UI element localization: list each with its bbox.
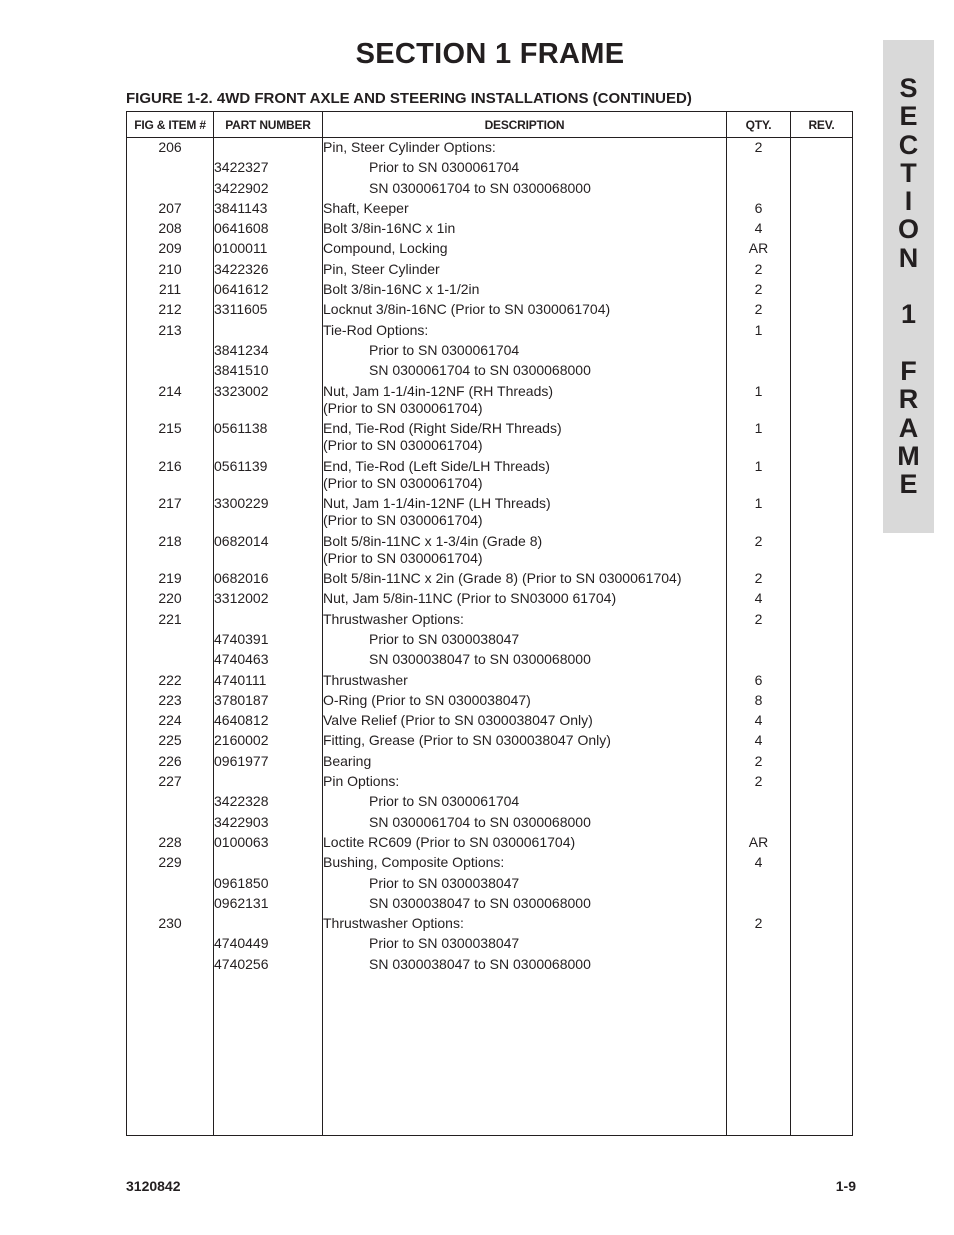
qty-cell [727, 814, 791, 834]
qty-cell: 1 [727, 495, 791, 533]
empty-cell [791, 976, 853, 1136]
side-tab-letter: S [899, 73, 918, 103]
qty-cell: 1 [727, 383, 791, 421]
qty-cell [727, 159, 791, 179]
table-row [127, 138, 853, 160]
qty-cell [727, 362, 791, 382]
col-header-rev: REV. [791, 112, 853, 138]
item-number-cell: 218 [127, 533, 214, 571]
qty-cell: 4 [727, 854, 791, 874]
rev-cell [791, 753, 853, 773]
qty-cell: 4 [727, 220, 791, 240]
table-row [127, 915, 853, 935]
side-tab-letter: N [898, 242, 919, 273]
rev-cell [791, 915, 853, 935]
qty-cell: 6 [727, 672, 791, 692]
qty-cell [727, 180, 791, 200]
item-number-cell: 217 [127, 495, 214, 533]
qty-cell: 1 [727, 322, 791, 342]
empty-cell [127, 976, 214, 1136]
table-row [127, 590, 853, 610]
rev-cell [791, 956, 853, 976]
description-text: Pin Options: [323, 773, 400, 790]
rev-cell [791, 495, 853, 533]
rev-cell [791, 814, 853, 834]
part-number-cell: 3300229 [214, 495, 323, 533]
table-row [127, 773, 853, 793]
rev-cell [791, 533, 853, 571]
description-text: SN 0300061704 to SN 0300068000 [369, 179, 591, 196]
rev-cell [791, 159, 853, 179]
description-text: Bolt 3/8in-16NC x 1in [323, 220, 456, 237]
description-text: Pin, Steer Cylinder [323, 260, 440, 277]
parts-table-body [127, 138, 853, 1136]
empty-cell [214, 976, 323, 1136]
description-cell [323, 834, 727, 854]
table-row [127, 956, 853, 976]
item-number-cell: 230 [127, 915, 214, 935]
empty-cell [323, 976, 727, 1136]
description-text-continued: (Prior to SN 0300061704) [323, 399, 483, 416]
part-number-cell: 3422326 [214, 261, 323, 281]
rev-cell [791, 301, 853, 321]
description-cell [323, 814, 727, 834]
description-cell [323, 956, 727, 976]
item-number-cell: 206 [127, 138, 214, 160]
item-number-cell: 226 [127, 753, 214, 773]
description-text-continued: (Prior to SN 0300061704) [323, 437, 483, 454]
description-text: Thrustwasher Options: [323, 915, 464, 932]
part-number-cell: 3841234 [214, 342, 323, 362]
description-cell [323, 301, 727, 321]
qty-cell: 1 [727, 420, 791, 458]
table-header-row [127, 112, 853, 138]
part-number-cell: 0561139 [214, 458, 323, 496]
table-row [127, 495, 853, 533]
side-tab-letter: E [899, 469, 918, 500]
table-row [127, 281, 853, 301]
part-number-cell: 0682014 [214, 533, 323, 571]
rev-cell [791, 362, 853, 382]
side-tab-letter: C [898, 129, 919, 160]
side-tab-letter: O [897, 214, 919, 245]
part-number-cell [214, 611, 323, 631]
rev-cell [791, 935, 853, 955]
description-cell [323, 935, 727, 955]
description-cell [323, 322, 727, 342]
description-text: Nut, Jam 1-1/4in-12NF (LH Threads) [323, 495, 551, 512]
rev-cell [791, 875, 853, 895]
description-text: Nut, Jam 1-1/4in-12NF (RH Threads) [323, 382, 554, 399]
item-number-cell: 216 [127, 458, 214, 496]
table-filler-row [127, 976, 853, 1136]
table-row [127, 322, 853, 342]
side-tab-letters [883, 74, 934, 498]
description-cell [323, 200, 727, 220]
description-text: Bearing [323, 752, 372, 769]
description-text: Prior to SN 0300061704 [369, 341, 520, 358]
rev-cell [791, 672, 853, 692]
item-number-cell: 223 [127, 692, 214, 712]
table-row [127, 672, 853, 692]
description-text: Prior to SN 0300061704 [369, 159, 520, 176]
rev-cell [791, 570, 853, 590]
part-number-cell [214, 854, 323, 874]
description-text: Shaft, Keeper [323, 199, 409, 216]
table-row [127, 342, 853, 362]
description-cell [323, 261, 727, 281]
document-number: 3120842 [126, 1178, 181, 1194]
rev-cell [791, 240, 853, 260]
rev-cell [791, 631, 853, 651]
qty-cell [727, 956, 791, 976]
qty-cell: AR [727, 834, 791, 854]
description-cell [323, 420, 727, 458]
table-row [127, 854, 853, 874]
item-number-cell: 208 [127, 220, 214, 240]
qty-cell [727, 935, 791, 955]
description-cell [323, 692, 727, 712]
part-number-cell: 3841143 [214, 200, 323, 220]
qty-cell: 2 [727, 533, 791, 571]
table-row [127, 935, 853, 955]
rev-cell [791, 793, 853, 813]
item-number-cell: 207 [127, 200, 214, 220]
rev-cell [791, 895, 853, 915]
item-number-cell [127, 159, 214, 179]
side-tab-letter: 1 [900, 299, 917, 330]
part-number-cell: 4740256 [214, 956, 323, 976]
rev-cell [791, 180, 853, 200]
description-text: Fitting, Grease (Prior to SN 0300038047 Only) [323, 732, 611, 749]
description-cell [323, 651, 727, 671]
description-text: SN 0300061704 to SN 0300068000 [369, 813, 591, 830]
rev-cell [791, 712, 853, 732]
qty-cell: 4 [727, 712, 791, 732]
description-text: Prior to SN 0300038047 [369, 630, 520, 647]
table-row [127, 200, 853, 220]
side-tab-letter: A [898, 412, 919, 443]
qty-cell [727, 875, 791, 895]
description-text: End, Tie-Rod (Left Side/LH Threads) [323, 457, 550, 474]
item-number-cell [127, 631, 214, 651]
item-number-cell [127, 875, 214, 895]
description-cell [323, 875, 727, 895]
description-cell [323, 159, 727, 179]
part-number-cell: 4740463 [214, 651, 323, 671]
qty-cell: 8 [727, 692, 791, 712]
description-cell [323, 854, 727, 874]
side-tab-letter: T [900, 157, 917, 188]
side-tab-letter: I [904, 186, 913, 217]
part-number-cell: 3422903 [214, 814, 323, 834]
description-cell [323, 220, 727, 240]
part-number-cell: 0641612 [214, 281, 323, 301]
table-row [127, 220, 853, 240]
table-row [127, 383, 853, 421]
description-cell [323, 138, 727, 160]
description-cell [323, 342, 727, 362]
description-text: Thrustwasher Options: [323, 610, 464, 627]
item-number-cell: 225 [127, 732, 214, 752]
description-text: Bolt 5/8in-11NC x 2in (Grade 8) (Prior to SN 0300061704) [323, 570, 682, 587]
part-number-cell: 3323002 [214, 383, 323, 421]
table-row [127, 875, 853, 895]
description-text: O-Ring (Prior to SN 0300038047) [323, 691, 531, 708]
table-row [127, 753, 853, 773]
table-row [127, 570, 853, 590]
item-number-cell: 219 [127, 570, 214, 590]
part-number-cell: 0641608 [214, 220, 323, 240]
qty-cell: 2 [727, 261, 791, 281]
table-row [127, 362, 853, 382]
part-number-cell: 0100063 [214, 834, 323, 854]
description-cell [323, 611, 727, 631]
rev-cell [791, 458, 853, 496]
rev-cell [791, 281, 853, 301]
part-number-cell: 4740391 [214, 631, 323, 651]
qty-cell: 2 [727, 773, 791, 793]
side-tab-letter: E [899, 101, 918, 132]
qty-cell: 2 [727, 915, 791, 935]
rev-cell [791, 261, 853, 281]
description-cell [323, 240, 727, 260]
description-text-continued: (Prior to SN 0300061704) [323, 474, 483, 491]
part-number-cell: 4740111 [214, 672, 323, 692]
qty-cell: 6 [727, 200, 791, 220]
description-cell [323, 895, 727, 915]
empty-cell [727, 976, 791, 1136]
rev-cell [791, 420, 853, 458]
rev-cell [791, 611, 853, 631]
description-cell [323, 773, 727, 793]
table-row [127, 732, 853, 752]
rev-cell [791, 220, 853, 240]
qty-cell [727, 631, 791, 651]
description-cell [323, 672, 727, 692]
description-text: Nut, Jam 5/8in-11NC (Prior to SN03000 61704) [323, 590, 617, 607]
description-cell [323, 712, 727, 732]
description-text: End, Tie-Rod (Right Side/RH Threads) [323, 420, 562, 437]
item-number-cell [127, 935, 214, 955]
description-text: SN 0300038047 to SN 0300068000 [369, 955, 591, 972]
qty-cell [727, 651, 791, 671]
description-cell [323, 180, 727, 200]
table-row [127, 651, 853, 671]
qty-cell: 1 [727, 458, 791, 496]
table-row [127, 712, 853, 732]
description-text: Locknut 3/8in-16NC (Prior to SN 0300061704) [323, 301, 611, 318]
qty-cell [727, 895, 791, 915]
qty-cell [727, 342, 791, 362]
description-cell [323, 631, 727, 651]
item-number-cell: 222 [127, 672, 214, 692]
table-row [127, 180, 853, 200]
description-text: Tie-Rod Options: [323, 321, 429, 338]
table-row [127, 692, 853, 712]
part-number-cell: 3780187 [214, 692, 323, 712]
description-cell [323, 753, 727, 773]
qty-cell: 2 [727, 138, 791, 160]
qty-cell: 2 [727, 570, 791, 590]
part-number-cell: 3422902 [214, 180, 323, 200]
col-header-qty: QTY. [727, 112, 791, 138]
item-number-cell: 220 [127, 590, 214, 610]
part-number-cell: 3422328 [214, 793, 323, 813]
description-cell [323, 383, 727, 421]
item-number-cell [127, 814, 214, 834]
item-number-cell [127, 180, 214, 200]
description-text: Compound, Locking [323, 240, 448, 257]
description-cell [323, 732, 727, 752]
description-cell [323, 495, 727, 533]
parts-table [126, 111, 853, 1136]
section-title: SECTION 1 FRAME [355, 38, 625, 70]
description-text: Pin, Steer Cylinder Options: [323, 139, 496, 155]
part-number-cell: 3311605 [214, 301, 323, 321]
table-row [127, 895, 853, 915]
item-number-cell: 229 [127, 854, 214, 874]
rev-cell [791, 834, 853, 854]
rev-cell [791, 773, 853, 793]
part-number-cell [214, 322, 323, 342]
description-text: SN 0300038047 to SN 0300068000 [369, 894, 591, 911]
description-cell [323, 362, 727, 382]
description-text: Thrustwasher [323, 671, 408, 688]
item-number-cell: 211 [127, 281, 214, 301]
item-number-cell [127, 895, 214, 915]
table-row [127, 420, 853, 458]
table-row [127, 834, 853, 854]
part-number-cell: 0962131 [214, 895, 323, 915]
item-number-cell: 212 [127, 301, 214, 321]
item-number-cell: 209 [127, 240, 214, 260]
description-text: Prior to SN 0300061704 [369, 793, 520, 810]
part-number-cell: 0961850 [214, 875, 323, 895]
qty-cell: 2 [727, 301, 791, 321]
rev-cell [791, 692, 853, 712]
item-number-cell: 213 [127, 322, 214, 342]
description-cell [323, 915, 727, 935]
rev-cell [791, 342, 853, 362]
table-row [127, 261, 853, 281]
figure-title: FIGURE 1-2. 4WD FRONT AXLE AND STEERING INSTALLATIONS (CONTINUED) [126, 90, 692, 107]
part-number-cell [214, 138, 323, 160]
item-number-cell: 214 [127, 383, 214, 421]
description-text: Prior to SN 0300038047 [369, 935, 520, 952]
table-row [127, 631, 853, 651]
col-header-item: FIG & ITEM # [127, 112, 214, 138]
item-number-cell: 227 [127, 773, 214, 793]
part-number-cell: 3841510 [214, 362, 323, 382]
qty-cell: 4 [727, 590, 791, 610]
description-text: Bolt 3/8in-16NC x 1-1/2in [323, 281, 480, 298]
part-number-cell [214, 773, 323, 793]
part-number-cell: 3312002 [214, 590, 323, 610]
item-number-cell [127, 956, 214, 976]
item-number-cell: 224 [127, 712, 214, 732]
part-number-cell: 4640812 [214, 712, 323, 732]
qty-cell: 2 [727, 281, 791, 301]
description-cell [323, 570, 727, 590]
part-number-cell [214, 915, 323, 935]
side-tab-letter: R [898, 384, 919, 415]
table-row [127, 301, 853, 321]
side-tab-letter: F [900, 355, 917, 386]
col-header-part-number: PART NUMBER [214, 112, 323, 138]
table-row [127, 458, 853, 496]
qty-cell: 2 [727, 611, 791, 631]
rev-cell [791, 854, 853, 874]
item-number-cell [127, 651, 214, 671]
rev-cell [791, 651, 853, 671]
description-cell [323, 590, 727, 610]
rev-cell [791, 138, 853, 160]
part-number-cell: 2160002 [214, 732, 323, 752]
part-number-cell: 0100011 [214, 240, 323, 260]
item-number-cell: 228 [127, 834, 214, 854]
rev-cell [791, 322, 853, 342]
part-number-cell: 0961977 [214, 753, 323, 773]
page-number: 1-9 [835, 1178, 856, 1194]
part-number-cell: 0561138 [214, 420, 323, 458]
item-number-cell: 221 [127, 611, 214, 631]
qty-cell [727, 793, 791, 813]
table-row [127, 240, 853, 260]
qty-cell: 2 [727, 753, 791, 773]
table-row [127, 814, 853, 834]
description-text: Bolt 5/8in-11NC x 1-3/4in (Grade 8) [323, 532, 543, 549]
description-text: Valve Relief (Prior to SN 0300038047 Only) [323, 712, 593, 729]
table-row [127, 611, 853, 631]
item-number-cell: 210 [127, 261, 214, 281]
rev-cell [791, 732, 853, 752]
rev-cell [791, 200, 853, 220]
part-number-cell: 3422327 [214, 159, 323, 179]
description-text: Prior to SN 0300038047 [369, 874, 520, 891]
description-cell [323, 533, 727, 571]
description-text: SN 0300038047 to SN 0300068000 [369, 651, 591, 668]
side-tab-letter: M [897, 440, 920, 471]
table-row [127, 159, 853, 179]
item-number-cell [127, 793, 214, 813]
description-text: Loctite RC609 (Prior to SN 0300061704) [323, 833, 576, 850]
item-number-cell [127, 362, 214, 382]
description-text-continued: (Prior to SN 0300061704) [323, 512, 483, 529]
rev-cell [791, 383, 853, 421]
description-text-continued: (Prior to SN 0300061704) [323, 549, 483, 566]
description-text: SN 0300061704 to SN 0300068000 [369, 362, 591, 379]
table-row [127, 793, 853, 813]
table-row [127, 533, 853, 571]
part-number-cell: 0682016 [214, 570, 323, 590]
description-text: Bushing, Composite Options: [323, 854, 505, 871]
item-number-cell [127, 342, 214, 362]
col-header-description: DESCRIPTION [323, 112, 727, 138]
item-number-cell: 215 [127, 420, 214, 458]
qty-cell: AR [727, 240, 791, 260]
rev-cell [791, 590, 853, 610]
qty-cell: 4 [727, 732, 791, 752]
description-cell [323, 458, 727, 496]
part-number-cell: 4740449 [214, 935, 323, 955]
description-cell [323, 793, 727, 813]
section-side-tab [883, 40, 934, 533]
description-cell [323, 281, 727, 301]
